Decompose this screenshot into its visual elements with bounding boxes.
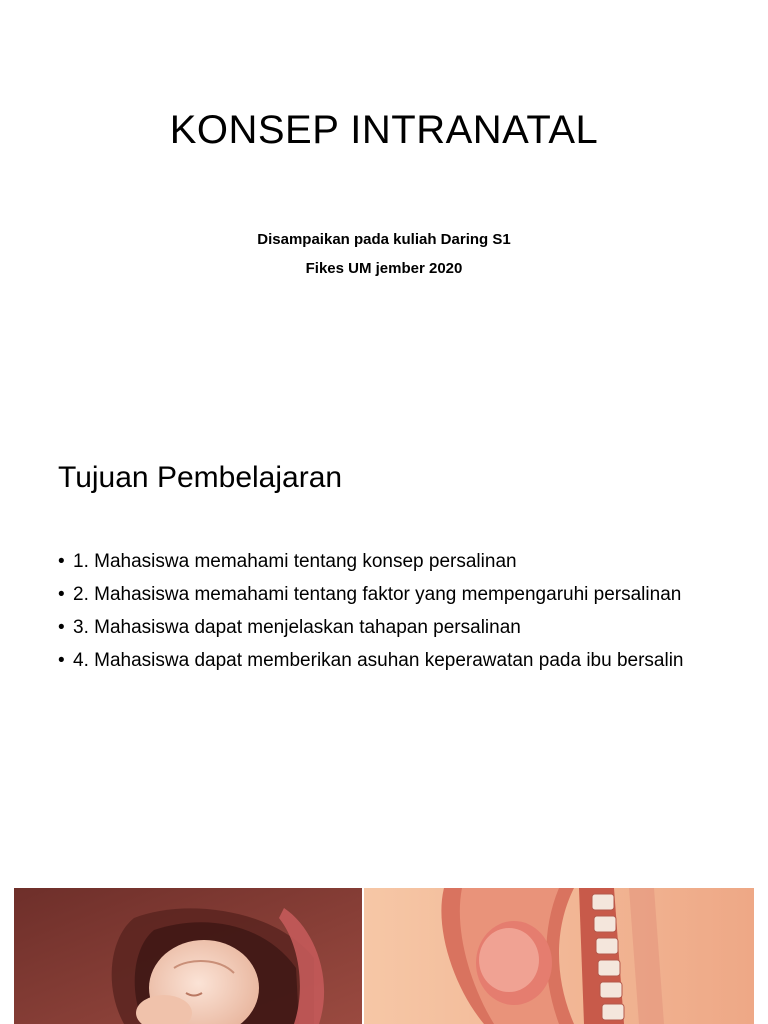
- objectives-list: [58, 550, 698, 682]
- slide-subtitle-line1: Disampaikan pada kuliah Daring S1: [257, 231, 511, 248]
- list-item: [58, 550, 698, 573]
- bullet-icon: •: [58, 551, 65, 572]
- slide-subtitle-line2: Fikes UM jember 2020: [305, 260, 463, 277]
- list-item: [58, 583, 698, 606]
- bullet-icon: •: [58, 650, 65, 671]
- illustration-slide: [14, 888, 754, 1024]
- fetus-illustration: [14, 888, 754, 1024]
- list-item-text: 4. Mahasiswa dapat memberikan asuhan keperawatan pada ibu bersalin: [73, 650, 684, 671]
- bullet-icon: •: [58, 584, 65, 605]
- title-slide: [0, 0, 768, 430]
- list-item-text: 2. Mahasiswa memahami tentang faktor yang mempengaruhi persalinan: [73, 584, 682, 605]
- objectives-slide: [0, 440, 768, 860]
- slide-title: KONSEP INTRANATAL: [169, 108, 599, 152]
- list-item-text: 1. Mahasiswa memahami tentang konsep persalinan: [73, 551, 517, 572]
- objectives-heading: Tujuan Pembelajaran: [58, 461, 343, 494]
- list-item: [58, 649, 698, 672]
- bullet-icon: •: [58, 617, 65, 638]
- list-item: [58, 616, 698, 639]
- list-item-text: 3. Mahasiswa dapat menjelaskan tahapan persalinan: [73, 617, 521, 638]
